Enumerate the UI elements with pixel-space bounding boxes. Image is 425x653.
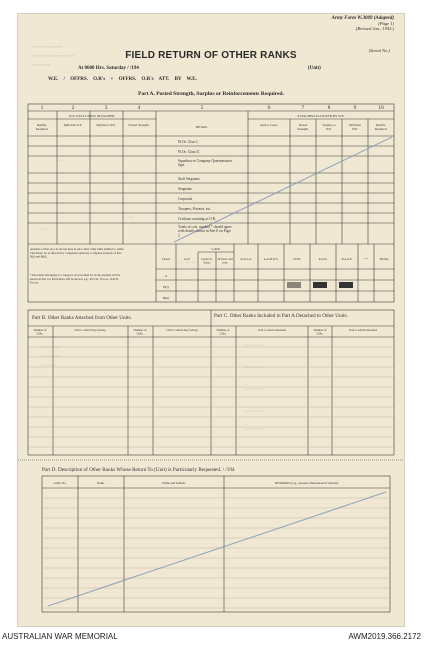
unit-label: (Unit) xyxy=(308,66,321,71)
part-d-column-header: Army No. xyxy=(53,481,67,485)
handwriting-mark: 〰〰〰〰 xyxy=(243,365,264,371)
handwriting-mark: 〰〰〰〰〰〰〰 xyxy=(32,53,75,60)
analysis-note: B(i) and B(ii). xyxy=(30,254,48,259)
column-number: 6 xyxy=(267,105,271,111)
detail-row-label: Squadron or Company Quartermaster xyxy=(178,159,232,163)
left-column-header: Surplus to W.E. xyxy=(95,123,117,127)
right-column-header: Strength. xyxy=(297,127,309,131)
part-c-column-header: O.Rs. xyxy=(316,331,324,336)
part-b-heading: Part B. Other Ranks Attached from Other Units. xyxy=(32,315,132,321)
part-c-column-header: Unit to which detached xyxy=(258,328,286,332)
serial-number-label: (Serial No.) xyxy=(368,48,390,53)
analysis-column-header: over. xyxy=(222,260,228,265)
left-column-header: Deficient W.E. xyxy=(63,123,83,127)
analysis-note: * Personnel belonging to a category not provided for in the analysis will be xyxy=(30,273,121,277)
handwriting-mark: 〰〰〰〰 xyxy=(243,343,264,349)
part-c-column-header: Number of xyxy=(216,328,230,332)
analysis-column-header: A.A.M.W.S. xyxy=(263,257,279,261)
detail-row-label: Civilians counting as O.R. xyxy=(178,217,217,221)
part-d-column-header: REMARKS (e.g., present whereabouts if known). xyxy=(275,481,339,485)
part-b-column-header: O.Rs. xyxy=(136,331,144,336)
analysis-row-label: B(i) xyxy=(163,285,169,289)
handwriting-mark: 〰〰〰 xyxy=(32,62,51,69)
column-number: 2 xyxy=(71,105,75,111)
right-column-header: Reinfts. xyxy=(375,123,387,127)
part-b-column-header: Unit to which they belong xyxy=(74,328,106,332)
form-sheet xyxy=(17,13,405,627)
revised-date: (Revised Jan., 1943.) xyxy=(355,26,394,31)
analysis-row-label: A xyxy=(164,274,168,278)
handwriting-mark: 〰〰〰〰 xyxy=(243,409,264,415)
column-number: 7 xyxy=(301,105,305,111)
analysis-column-header: 19 Years and xyxy=(217,257,233,261)
analysis-column-header: TOTAL xyxy=(379,257,389,261)
handwriting-mark: 〰〰〰 xyxy=(40,363,56,369)
detail-row-label: 2 xyxy=(178,233,180,238)
left-column-header: Posted Strength. xyxy=(128,123,150,127)
analysis-note: Analysis of Part A to be shown here in ALL units. Only units entitled to reinfs. xyxy=(30,247,125,251)
analysis-note: Tull detail. Or as directed by competent authority. Complete analysis of Part xyxy=(30,250,122,255)
part-d-table xyxy=(42,476,390,612)
detail-row-label: W.Os. Class II. xyxy=(178,150,200,154)
column-number: 3 xyxy=(104,105,108,111)
analysis-column-header: Detail xyxy=(162,257,170,261)
left-column-header: Required. xyxy=(35,127,49,131)
analysis-column-header: R.A.A.F. xyxy=(341,257,353,261)
part-c-column-header: Unit to which detached xyxy=(349,328,377,332)
left-group-heading: W.E. EXCLUDING ATTACHED. xyxy=(68,114,116,118)
right-column-header: Posted xyxy=(298,123,308,127)
pencil-cross-line xyxy=(48,492,386,606)
part-b-column-header: Number of xyxy=(33,328,47,332)
analysis-column-header: A.I.F. xyxy=(183,257,191,261)
analysis-note: Forces. xyxy=(30,280,39,285)
handwriting-mark: 〰〰〰〰 xyxy=(243,427,264,433)
form-title: FIELD RETURN OF OTHER RANKS xyxy=(125,50,297,61)
part-c-column-header: Number of xyxy=(313,328,327,332)
page-number: (Page 1) xyxy=(378,21,394,26)
handwriting-mark: 〰〰〰〰 xyxy=(40,345,61,351)
right-column-header: Surplus to xyxy=(322,123,336,127)
detail-row-label: W.Os. Class I. xyxy=(178,140,199,144)
handwriting-mark: 〰 xyxy=(58,158,64,164)
part-b-column-header: Number of xyxy=(133,328,147,332)
part-d-column-header: Rank. xyxy=(97,481,105,485)
analysis-note: shown in this col. Particulars will be shown, e.g., 20 U.K. Forces, 16 R.N. xyxy=(30,276,119,281)
part-b-column-header: O.Rs. xyxy=(36,331,44,336)
analysis-column-header: A.W.A.S. xyxy=(240,257,252,261)
right-column-header: W.E. xyxy=(351,127,359,131)
part-c-column-header: O.Rs. xyxy=(219,331,227,336)
footer-accession-number: AWM2019.366.2172 xyxy=(348,632,421,641)
right-column-header: W.E. xyxy=(325,127,333,131)
ink-block xyxy=(339,282,353,288)
handwriting-mark: 〰〰〰〰 xyxy=(243,387,264,393)
army-form-number: Army Form W.3009 (Adapted) xyxy=(331,16,394,21)
date-line: At 0600 Hrs. Saturday / /194 xyxy=(78,66,139,71)
right-column-header: Required. xyxy=(374,127,388,131)
column-number: 4 xyxy=(137,105,141,111)
part-a-heading: Part A. Posted Strength, Surplus or Reinforcements Required. xyxy=(138,91,284,97)
handwriting-mark: 〰 xyxy=(128,215,134,221)
handwriting-mark: 〰〰〰〰 xyxy=(40,354,61,360)
handwriting-mark: 〰 〰 〰 xyxy=(178,260,197,266)
column-number: 10 xyxy=(378,105,384,111)
handwriting-mark: 〰〰〰〰〰 xyxy=(32,44,63,51)
part-d-column-header: Name and Initials. xyxy=(162,481,186,485)
analysis-column-header: * * xyxy=(364,257,368,261)
column-number: 1 xyxy=(40,105,44,111)
column-number: 5 xyxy=(200,105,204,111)
we-line: W.E. / OFFRS. O.R's + OFFRS. O.R's ATT. BY W.E. xyxy=(48,77,197,82)
handwriting-mark: 〰〰 xyxy=(38,227,49,233)
footer-credit: AUSTRALIAN WAR MEMORIAL xyxy=(2,632,118,641)
detail-row-label: Totals of cols. marked * should agree xyxy=(178,225,232,229)
ink-block xyxy=(313,282,327,288)
right-column-header: Arm or Corps. xyxy=(259,123,279,127)
form-grid xyxy=(18,14,404,626)
column-number: 9 xyxy=(353,105,357,111)
detail-row-label: Sergeants xyxy=(178,187,192,191)
detail-row-label: with details shown in Part E on Page xyxy=(178,229,231,234)
right-column-header: Deficient xyxy=(349,123,361,127)
left-column-header: Reinfts. xyxy=(36,123,48,127)
detail-row-label: Corporals xyxy=(178,197,193,201)
analysis-column-header: Years. xyxy=(203,260,211,265)
detail-heading: DETAIL. xyxy=(195,125,209,129)
part-d-heading: Part D. Description of Other Ranks Whose Return To (Unit) is Particularly Requested. / /194 xyxy=(42,467,235,473)
detail-row-label: Troopers, Privates, etc. xyxy=(178,207,212,211)
analysis-column-header: CIVIL xyxy=(293,257,301,261)
gmp-label: G.M.P. xyxy=(211,247,221,251)
ink-block xyxy=(287,282,301,288)
analysis-column-header: Under 21 xyxy=(201,257,213,261)
right-group-heading: ATTACHED ALLOWED BY W.E. xyxy=(297,114,345,118)
analysis-row-label: B(ii) xyxy=(162,296,170,300)
column-number: 8 xyxy=(327,105,331,111)
part-c-heading: Part C. Other Ranks Included in Part A Detached to Other Units. xyxy=(214,313,348,319)
detail-row-label: Sgts. xyxy=(178,163,186,168)
detail-row-label: Staff Sergeants xyxy=(178,177,200,181)
analysis-column-header: R.A.N. xyxy=(318,257,328,261)
part-b-column-header: Unit to which they belong xyxy=(166,328,198,332)
